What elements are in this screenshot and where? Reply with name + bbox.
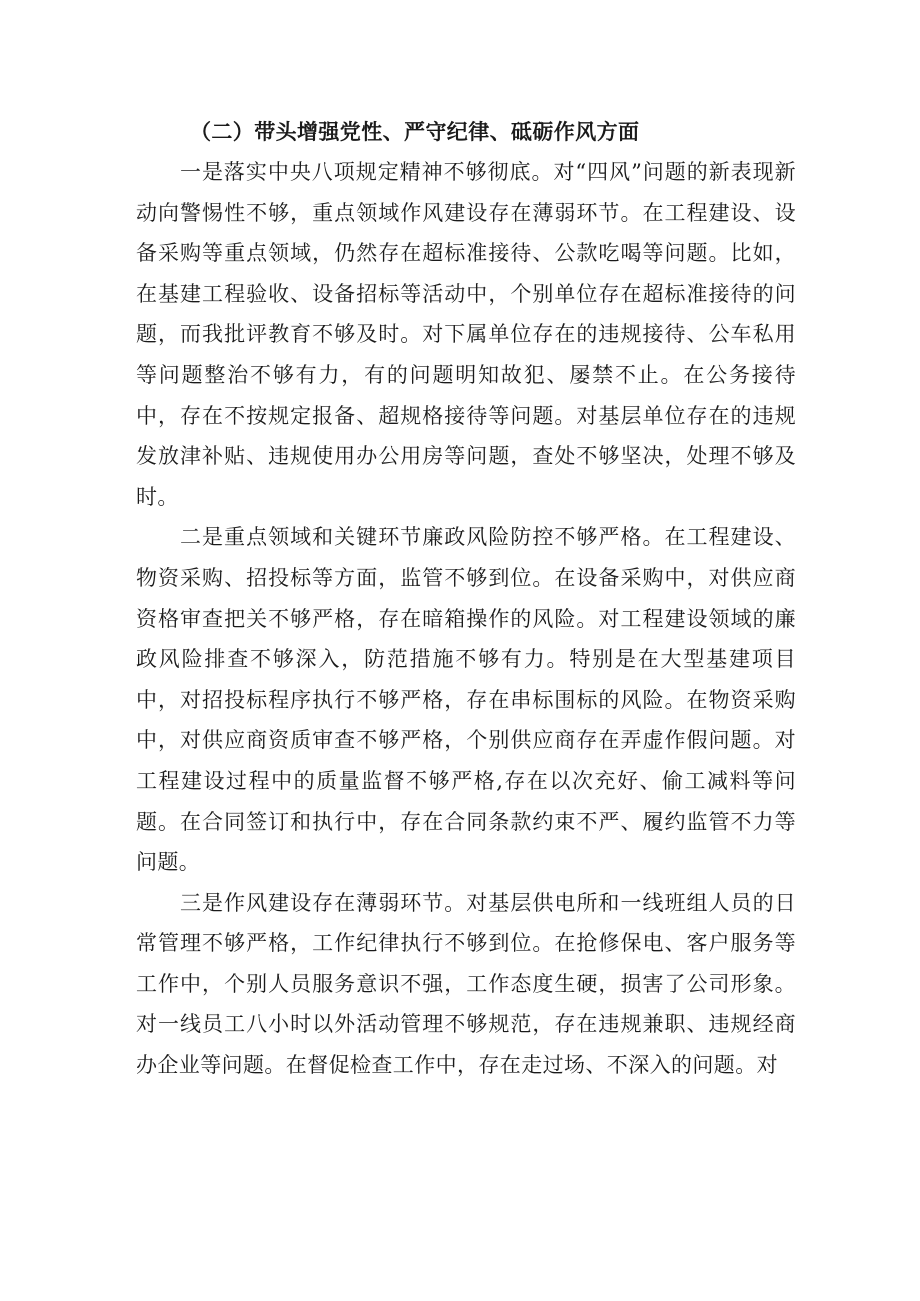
section-heading: （二）带头增强党性、严守纪律、砥砺作风方面 (190, 120, 640, 144)
paragraph-3: 三是作风建设存在薄弱环节。对基层供电所和一线班组人员的日常管理不够严格，工作纪律执行不够到位。在抢修保电、客户服务等工作中，个别人员服务意识不强，工作态度生硬，损害了公司形象。对一线员工八小时以外活动管理不够规范，存在违规兼职、违规经商办企业等问题。在督促检查工作中，存在走过场、不深入的问题。对 (136, 890, 796, 1078)
paragraph-2: 二是重点领域和关键环节廉政风险防控不够严格。在工程建设、物资采购、招投标等方面，监管不够到位。在设备采购中，对供应商资格审查把关不够严格，存在暗箱操作的风险。对工程建设领域的廉政风险排查不够深入，防范措施不够有力。特别是在大型基建项目中，对招投标程序执行不够严格，存在串标围标的风险。在物资采购中，对供应商资质审查不够严格，个别供应商存在弄虚作假问题。对工程建设过程中的质量监督不够严格,存在以次充好、偷工减料等问题。在合同签订和执行中，存在合同条款约束不严、履约监管不力等问题。 (136, 525, 796, 875)
paragraph-1: 一是落实中央八项规定精神不够彻底。对“四风”问题的新表现新动向警惕性不够，重点领域作风建设存在薄弱环节。在工程建设、设备采购等重点领域，仍然存在超标准接待、公款吃喝等问题。比如，在基建工程验收、设备招标等活动中，个别单位存在超标准接待的问题，而我批评教育不够及时。对下属单位存在的违规接待、公车私用等问题整治不够有力，有的问题明知故犯、屡禁不止。在公务接待中，存在不按规定报备、超规格接待等问题。对基层单位存在的违规发放津补贴、违规使用办公用房等问题，查处不够坚决，处理不够及时。 (136, 160, 796, 509)
document-page (136, 112, 796, 1086)
